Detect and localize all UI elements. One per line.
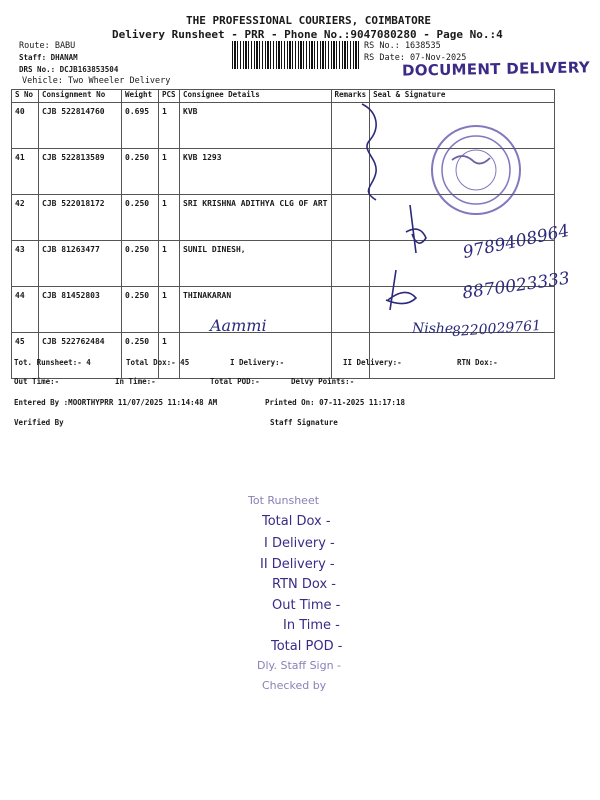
cell-consignee: KVB 1293 [180, 149, 332, 195]
cell-sno: 43 [12, 241, 39, 287]
stamp-out-time: Out Time - [272, 598, 341, 613]
stamp-dly-staff-sign: Dly. Staff Sign - [257, 659, 342, 672]
cell-pcs: 1 [159, 195, 180, 241]
handwriting-overlay [0, 0, 600, 360]
in-time: In Time:- [115, 377, 156, 386]
cell-weight: 0.250 [122, 195, 159, 241]
cell-consignee: KVB [180, 103, 332, 149]
cell-consignment: CJB 81263477 [39, 241, 122, 287]
cell-consignment: CJB 522018172 [39, 195, 122, 241]
company-seal [432, 126, 520, 214]
signature-43 [406, 205, 426, 253]
handwritten-name-nishe: Nishe [412, 321, 454, 337]
cell-weight: 0.250 [122, 333, 159, 379]
col-consignment: Consignment No [39, 90, 122, 103]
ii-delivery: II Delivery:- [343, 358, 402, 367]
cell-sno: 42 [12, 195, 39, 241]
cell-weight: 0.250 [122, 241, 159, 287]
cell-consignment: CJB 522813589 [39, 149, 122, 195]
rtn-dox: RTN Dox:- [457, 358, 498, 367]
handwritten-phone-45: 8220029761 [451, 317, 542, 341]
cell-sno: 44 [12, 287, 39, 333]
stamp-in-time: In Time - [283, 618, 340, 633]
staff-signature: Staff Signature [270, 418, 338, 427]
col-consignee: Consignee Details [180, 90, 332, 103]
cell-sno: 41 [12, 149, 39, 195]
handwritten-name-aammi: Aammi [210, 316, 267, 335]
signature-44 [386, 270, 416, 310]
stamp-ii-delivery: II Delivery - [260, 557, 335, 572]
cell-consignee: SRI KRISHNA ADITHYA CLG OF ART [180, 195, 332, 241]
rs-date: RS Date: 07-Nov-2025 [364, 53, 467, 63]
stamp-total-dox: Total Dox - [262, 514, 331, 529]
cell-weight: 0.695 [122, 103, 159, 149]
entered-by: Entered By :MOORTHYPRR 11/07/2025 11:14:48 AM [14, 398, 218, 407]
cell-pcs: 1 [159, 287, 180, 333]
col-seal-signature: Seal & Signature [370, 90, 555, 103]
cell-consignment: CJB 81452803 [39, 287, 122, 333]
route-label: Route: BABU [19, 41, 76, 51]
tot-runsheet: Tot. Runsheet:- 4 [14, 358, 91, 367]
company-title: THE PROFESSIONAL COURIERS, COIMBATORE [186, 14, 432, 27]
cell-pcs: 1 [159, 149, 180, 195]
cell-weight: 0.250 [122, 149, 159, 195]
cell-consignment: CJB 522762484 [39, 333, 122, 379]
i-delivery: I Delivery:- [230, 358, 285, 367]
vehicle-label: Vehicle: Two Wheeler Delivery [22, 76, 171, 86]
remarks-bracket-mark [362, 104, 376, 200]
cell-sno: 45 [12, 333, 39, 379]
cell-consignee: THINAKARAN [180, 287, 332, 333]
col-sno: S No [12, 90, 39, 103]
col-weight: Weight [122, 90, 159, 103]
stamp-rtn-dox: RTN Dox - [272, 577, 336, 592]
verified-by: Verified By [14, 418, 64, 427]
cell-pcs: 1 [159, 333, 180, 379]
total-dox: Total Dox:- 45 [126, 358, 190, 367]
cell-pcs: 1 [159, 103, 180, 149]
rs-number: RS No.: 1638535 [364, 41, 441, 51]
delvy-points: Delvy Points:- [291, 377, 355, 386]
printed-on: Printed On: 07-11-2025 11:17:18 [265, 398, 405, 407]
stamp-checked-by: Checked by [262, 679, 327, 692]
cell-sno: 40 [12, 103, 39, 149]
stamp-tot-runsheet: Tot Runsheet [248, 494, 320, 507]
cell-pcs: 1 [159, 241, 180, 287]
total-pod: Total POD:- [210, 377, 260, 386]
staff-label: Staff: DHANAM [19, 53, 78, 62]
stamp-total-pod: Total POD - [271, 639, 343, 654]
runsheet-subtitle: Delivery Runsheet - PRR - Phone No.:9047080280 - Page No.:4 [112, 28, 503, 41]
col-remarks: Remarks [331, 90, 370, 103]
stamp-i-delivery: I Delivery - [264, 536, 335, 551]
document-delivery-stamp: DOCUMENT DELIVERY [401, 58, 591, 80]
handwritten-phone-43: 9789408964 [461, 220, 572, 264]
cell-consignment: CJB 522814760 [39, 103, 122, 149]
cell-consignee: SUNIL DINESH, [180, 241, 332, 287]
handwritten-phone-44: 8870023333 [461, 268, 572, 304]
cell-weight: 0.250 [122, 287, 159, 333]
col-pcs: PCS [159, 90, 180, 103]
drs-label: DRS No.: DCJB163853504 [19, 65, 119, 74]
out-time: Out Time:- [14, 377, 60, 386]
